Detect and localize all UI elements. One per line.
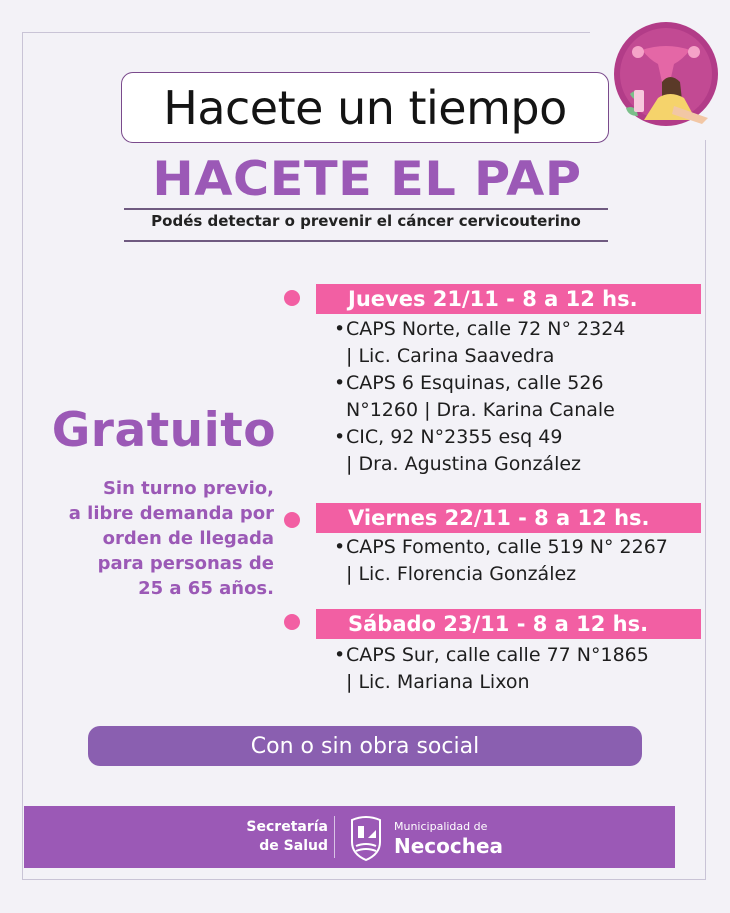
venue-line: | Lic. Mariana Lixon: [346, 671, 530, 693]
venue-line: CAPS 6 Esquinas, calle 526: [346, 372, 604, 394]
bullet-dot-icon: [284, 290, 300, 306]
headline: HACETE EL PAP: [152, 152, 582, 207]
municipalidad-label: Municipalidad de: [394, 820, 488, 833]
description-line: para personas de: [97, 553, 274, 574]
rule-bottom: [124, 240, 608, 242]
city-name: Necochea: [394, 834, 504, 858]
rule-top: [124, 208, 608, 210]
woman-uterus-illustration-icon: [612, 20, 720, 128]
gratuito-heading: Gratuito: [51, 403, 276, 458]
secretaria-line: de Salud: [259, 838, 328, 854]
venue-item: •CAPS Norte, calle 72 N° 2324 | Lic. Carina Saavedra: [334, 316, 625, 370]
day-thursday: Jueves 21/11 - 8 a 12 hs.: [316, 284, 701, 314]
venue-line: | Lic. Florencia González: [346, 563, 577, 585]
venue-line: CIC, 92 N°2355 esq 49: [346, 426, 563, 448]
venue-item: •CIC, 92 N°2355 esq 49 | Dra. Agustina González: [334, 424, 581, 478]
obra-social-label: Con o sin obra social: [250, 733, 480, 759]
venue-line: | Dra. Agustina González: [346, 453, 582, 475]
page-title: Hacete un tiempo: [163, 80, 567, 135]
venue-line: CAPS Norte, calle 72 N° 2324: [346, 318, 626, 340]
day-friday: Viernes 22/11 - 8 a 12 hs.: [316, 503, 701, 533]
venue-line: | Lic. Carina Saavedra: [346, 345, 555, 367]
bullet-dot-icon: [284, 614, 300, 630]
venue-line: N°1260 | Dra. Karina Canale: [346, 399, 615, 421]
gratuito-description: [30, 476, 274, 601]
venue-item: •CAPS 6 Esquinas, calle 526 N°1260 | Dra. Karina Canale: [334, 370, 615, 424]
obra-social-banner: [88, 726, 642, 766]
bullet-dot-icon: [284, 512, 300, 528]
footer-divider: [334, 816, 335, 858]
venue-line: CAPS Sur, calle calle 77 N°1865: [346, 644, 649, 666]
venue-item: •CAPS Sur, calle calle 77 N°1865 | Lic. Mariana Lixon: [334, 642, 649, 696]
description-line: orden de llegada: [102, 528, 274, 549]
municipal-seal-icon: [346, 812, 386, 862]
title-box: [121, 72, 609, 143]
venue-item: •CAPS Fomento, calle 519 N° 2267 | Lic. Florencia González: [334, 534, 668, 588]
footer: [24, 806, 675, 868]
venue-line: CAPS Fomento, calle 519 N° 2267: [346, 536, 668, 558]
secretaria-line: Secretaría: [246, 819, 328, 835]
subtitle: Podés detectar o prevenir el cáncer cervicouterino: [151, 212, 581, 230]
description-line: a libre demanda por: [68, 503, 274, 524]
description-line: 25 a 65 años.: [138, 578, 274, 599]
day-saturday: Sábado 23/11 - 8 a 12 hs.: [316, 609, 701, 639]
description-line: Sin turno previo,: [102, 478, 274, 499]
secretaria-label: [228, 818, 328, 856]
